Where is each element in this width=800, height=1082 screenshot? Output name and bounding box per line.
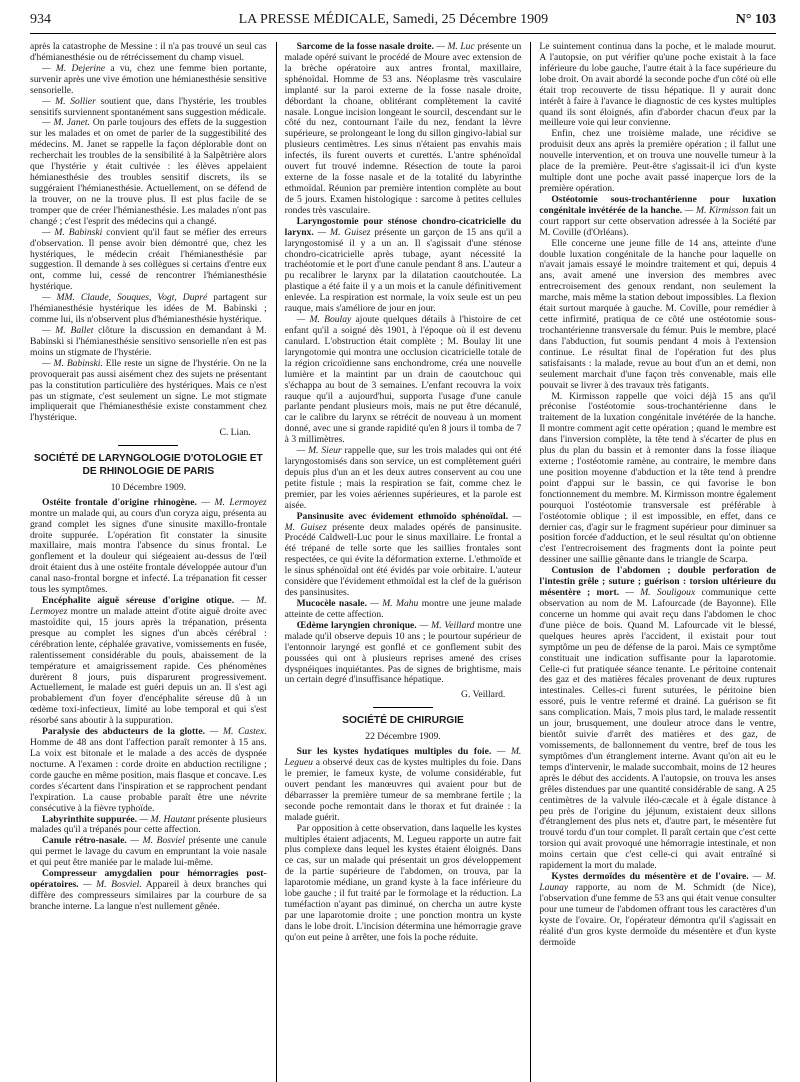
paragraph-text: clôture la discussion en demandant à M. Babinski si l'hémianesthésie sensitivo sensorielle n'en est pas moins un stigmate de l'hystérie. <box>30 324 267 358</box>
page-header <box>30 12 776 34</box>
divider <box>373 707 433 708</box>
column-1 <box>30 42 267 1082</box>
article-text: montre une malade qu'il observe depuis 10 ans ; le pourtour supérieur de l'entonnoir laryngé est gonflé et ce gonflement subit des poussées qui ont à plusieurs reprises amené des crises dyspnéiques inquiétantes. Pas de signes de brightisme, mais un certain degré d'insuffisance hépatique. <box>284 619 522 686</box>
paragraph-text: rappelle que, sur les trois malades qui ont été laryngostomisés dans son service, un est complètement guéri depuis plus d'un an et les deux autres conservent au cou une petite fistule ; mais la respiration se fait, comme chez le premier, par les voies aériennes supérieures, et la parole est aisée. <box>284 445 522 511</box>
article-heading: Compresseur amygdalien pour hémorragies post-opératoires. <box>30 868 267 891</box>
speaker: — M. Kirmisson <box>682 204 749 216</box>
speaker: — M. Guisez <box>284 510 522 533</box>
article-text: présente deux malades opérés de pansinusite. Procédé Caldwell-Luc pour le sinus maxillaire. Le frontal a été trépané de telle sorte que les saillies frontales sont respectées, ce qui évite la déformation externe. L'ethmoïde et le sinus sphénoïdal ont été évidés par voie orbitaire. L'auteur considère que l'évidement ethmoïdal est la clef de la guérison des pansinusites. <box>284 521 522 599</box>
paragraph: Le suintement continua dans la poche, et le malade mourut. A l'autopsie, on put vérifier qu'une poche existait à la face inférieure du lobe gauche, l'autre était à la face supérieure du lobe droit. On avait abordé la seconde poche d'un côté où elle était trop recouverte de tissu hépatique. Il y aurait donc intérêt à faire à l'avance le diagnostic de ces kystes multiples quand ils sont éloignés, afin d'aborder chacun d'eux par la meilleure voie qui leur convienne. <box>539 42 776 129</box>
speaker: — M. Dejerine <box>42 62 106 74</box>
article <box>30 596 267 727</box>
paragraph <box>30 293 267 326</box>
speaker: — M. Ballet <box>42 324 94 336</box>
paragraph: Par opposition à cette observation, dans laquelle les kystes multiples étaient adjacents, M. Legueu rapporte un autre fait plus complexe dans lequel les kystes étaient éloignés. Dans ce cas, sur un malade qui présentait un gros développement de la partie supérieure de l'abdomen, on trouva, par la laparotomie médiane, un grand kyste à la face inférieure du lobe gauche ; il fut traité par le formolage et la réduction. La tuméfaction n'ayant pas diminué, on chercha un autre kyste par une laparotomie droite ; une ponction montra un kyste dans le lobe droit. L'incision détermina une hémorragie grave qu'on eut peine à arrêter, une fois la poche réduite. <box>284 822 522 943</box>
speaker: — M. Boulay <box>296 314 352 326</box>
article-text: montre un malade atteint d'otite aiguë droite avec mastoïdite qui, 15 jours après la trépanation, présenta presque au complet les signes d'un abcès cérébral : cérébration lente, céphalée gravative, vomissements en fusée, ralentissement considérable du pouls, abaissement de la température et amaigrissement rapide. Ces phénomènes durèrent 8 jours, puis disparurent progressivement. Actuellement, le malade est guéri depuis un an. Il s'est agi probablement d'un foyer d'encéphalite séreuse dû à un œdème toxi-infectieux, limité au lobe temporal et qui s'est résorbé sans aboutir à la suppuration. <box>30 605 267 727</box>
article-heading: Canule rétro-nasale. <box>42 835 127 847</box>
paragraph: M. Kirmisson rappelle que voici déjà 15 ans qu'il préconise l'ostéotomie sous-trochantérienne dans le traitement de la luxation congénitale invétérée de la hanche. Il montre comment agit cette opération ; quand le membre est dans l'inversion complète, la tête tend à s'écarter de plus en plus du plan du bassin et à remonter dans la fosse iliaque externe ; l'ostéotomie ramène, au contraire, le membre dans une position moyenne d'abduction et la tête tend à prendre point d'appui sur le bassin, ce qui favorise le bon fonctionnement du membre. M. Kirmisson montre également pourquoi l'ostéotomie transversale est préférable à l'ostéotomie oblique ; il est impossible, en effet, dans ce dernier cas, d'agir sur le fragment supérieur pour diminuer sa position forcée d'adduction, et le seul résultat qu'on obtienne c'est l'entrecroisement des fragments dont la pointe peut dessiner une saillie gênante dans le triangle de Scarpa. <box>539 390 776 566</box>
speaker: — M. Bosviel. <box>78 879 142 891</box>
columns <box>30 42 776 1082</box>
article <box>285 599 522 621</box>
column-3 <box>530 42 776 1082</box>
paragraph <box>30 64 267 97</box>
journal-title: LA PRESSE MÉDICALE, Samedi, 25 Décembre 1909 <box>238 12 549 27</box>
speaker: — M. Babinski. <box>42 357 103 369</box>
paragraph: après la catastrophe de Messine : il n'a pas trouvé un seul cas d'hémianesthésie ou de rétrécissement du champ visuel. <box>30 42 267 63</box>
paragraph-text: ajoute quelques détails à l'histoire de cet enfant qu'il a soigné dès 1901, à l'époque où il est devenu canulard. L'obstruction était complète ; M. Boulay lit une laryngotomie qui montra une occlusion cicatricielle totale de la région cricoïdienne sans enchondrome, créa une nouvelle lumière et la maintint par un drain de caoutchouc qui s'échappa au bout de 3 semaines. L'enfant recouvra la voix rauque qu'il a aujourd'hui, supporta l'usage d'une canule parlante pendant plusieurs mois, mais ne put être décanulé, car le calibre du larynx se rétrécit de nouveau à un moment donné, avec une si grande rapidité qu'en 8 jours il tomba de 7 à 3 millimètres. <box>284 314 522 446</box>
paragraph <box>30 118 267 227</box>
article-text: présente plusieurs malades qu'il a trépanés pour cette affection. <box>30 813 267 836</box>
article <box>30 815 267 837</box>
article <box>539 195 776 239</box>
article-text: communique cette observation au nom de M. Lafourcade (de Bayonne). Elle concerne un homme qui avait reçu dans l'abdomen le choc d'une pièce de bois. Quand M. Lafourcade vit le blessé, quelques heures après l'accident, il existait pour tout symptôme un peu de défense de la paroi. Mais ce symptôme constituait une indication suffisante pour la laparotomie. Celle-ci fut pratiquée séance tenante. Le péritoine contenait des gaz et des matières fécales provenant de deux ruptures intestinales. Celles-ci furent suturées, le péritoine bien essoré, puis le ventre refermé et drainé. La guérison se fit sans complication. Mais, 7 mois plus tard, le malade ressentit un jour, brusquement, une douleur atroce dans le ventre, bientôt suivie d'arrêt des matières et des gaz, de vomissements, de ballonnement du ventre, bref de tous les symptômes d'un étranglement interne. Avant qu'on ait eu le temps d'intervenir, le malade succombait, moins de 12 heures après le début des accidents. A l'autopsie, on trouva les anses grêles distendues par une quantité considérable de sang. A 25 centimètres de la valvule iléo-cæcale et à égale distance à peu près de l'origine du jéjunum, existaient deux sillons d'étranglement des plus nets et, d'autre part, le mésentère fut trouvé tordu d'un tour complet. Il paraît certain que c'est cette torsion qui avait provoqué une hémorragie intestinale, et non moins certain que c'est celle-ci qui avait entraîné si rapidement la mort du malade. <box>539 587 776 872</box>
speaker: — MM. Claude, Souques, Vogt, Dupré <box>42 292 208 304</box>
article <box>30 836 267 869</box>
article <box>285 621 522 687</box>
newspaper-page <box>30 12 776 1072</box>
paragraph: Enfin, chez une troisième malade, une récidive se produisit deux ans après la première opération ; il fallut une nouvelle intervention, et on trouva une nouvelle tumeur à la place de la première. Peut-être s'agissait-il ici d'un kyste multiple dont une poche avait passé inaperçue lors de la première opération. <box>539 128 776 194</box>
article <box>30 869 267 913</box>
article <box>30 498 267 596</box>
article-text: a observé deux cas de kystes multiples du foie. Dans le premier, le fameux kyste, de volume considérable, fut ouvert pendant les manœuvres qui avaient pour but de débarrasser la première tumeur de sa membrane fertile ; la seconde poche remontait dans le thorax et fut drainée : la malade guérit. <box>284 757 522 823</box>
paragraph-text: partagent sur l'hémianesthésie hystérique les idées de M. Babinski ; comme lui, ils n'observent plus d'hémianesthésie hystérique. <box>30 292 267 326</box>
section-heading: SOCIÉTÉ DE LARYNGOLOGIE D'OTOLOGIE ET DE RHINOLOGIE DE PARIS <box>33 453 263 478</box>
section-heading: SOCIÉTÉ DE CHIRURGIE <box>342 715 464 727</box>
article-heading: Labyrinthite suppurée. <box>42 813 138 825</box>
article-text: présente un malade opéré suivant le procédé de Moure avec extension de la brèche opératoire aux antres frontal, maxillaire, sphénoïdal. Homme de 53 ans. Néoplasme très vasculaire implanté sur la paroi externe de la fosse nasale droite, débordant la choane, oblitérant complètement la cavité nasale. Longue incision longeant le sourcil, descendant sur le côté du nez, contournant l'aile du nez, fendant la lèvre supérieure, se prolongeant le long du sillon gingivo-labial sur plusieurs centimètres. Les sinus n'étaient pas envahis mais infectés, ils furent ouverts et curettés. L'antre sphénoïdal ouvert fut trouvé indemne. Résection de toute la paroi externe de la fosse nasale et de la totalité du labyrinthe ethmoïdal. Réunion par première intention complète au bout de 5 jours. Examen histologique : sarcome à petites cellules rondes très vasculaire. <box>284 42 522 216</box>
paragraph-text: soutient que, dans l'hystérie, les troubles sensitifs surviennent spontanément sans suggestion médicale. <box>30 95 267 118</box>
article-text: Homme de 48 ans dont l'affection paraît remonter à 15 ans. La voix est bitonale et le malade a des accès de dyspnée nocturne. A l'examen : corde droite en abduction rectiligne ; corde gauche en même position, mais flasque et concave. Les cordes s'écartent dans l'inspiration et se rapprochent pendant l'expiration. La cause probable paraît être une névrite consécutive à la fièvre typhoïde. <box>30 737 267 814</box>
paragraph-text: On parle toujours des effets de la suggestion sur les malades et on omet de parler de la suggestibilité des médecins. M. Janet se rappelle la façon déplorable dont on recherchait les troubles de la sensibilité à la Salpêtrière alors que l'hystérie y était cultivée : les élèves appelaient hémianesthésie des troubles sensitif discrets, ils se suggéraient l'hémianesthésie. Actuellement, on se défend de la trouver, on ne la trouve plus. Il est plus facile de se tromper que de créer l'hémianesthésie. Les malades n'ont pas changé ; c'est l'esprit des médecins qui a changé. <box>30 117 267 227</box>
article-text: Appareil à deux branches qui diffère des compresseurs similaires par la courbure de sa branche interne. La langue n'est nullement gênée. <box>30 879 267 912</box>
speaker: — M. Legueu <box>284 746 522 769</box>
paragraph <box>30 359 267 425</box>
speaker: — M. Babinski <box>42 226 103 238</box>
article <box>285 512 522 599</box>
paragraph <box>30 228 267 294</box>
article <box>285 217 522 315</box>
article-heading: Sarcome de la fosse nasale droite. <box>296 42 434 52</box>
article-text: rapporte, au nom de M. Schmidt (de Nice), l'observation d'une femme de 53 ans qui était venue consulter pour une tumeur de l'abdomen offrant tous les caractères d'un kyste de l'ovaire. Or, l'opérateur démontra qu'il s'agissait en réalité d'un gros kyste dermoïde du mésentère et d'un kyste dermoïde <box>539 881 776 948</box>
article-text: présente une canule qui permet le lavage du cavum en empruntant la voie nasale et qui peut être maniée par le malade lui-même. <box>30 835 267 869</box>
article-text: fait un court rapport sur cette observation adressée à la Société par M. Coville (d'Orléans). <box>539 204 776 238</box>
article-text: présente un garçon de 15 ans qu'il a laryngostomisé il y a un an. Il s'agissait d'une sténose chondro-cicatricielle après tubage, ayant nécessité la trachéotomie et le port d'une canule pendant 8 ans. L'auteur a pu recalibrer le larynx par la dilatation caoutchoutée. La plastique a été faite il y a un mois et la canule définitivement enlevée. La respiration est normale, la voix seule est un peu rauque, mais s'améliore de jour en jour. <box>284 226 522 315</box>
page-number: 934 <box>30 12 51 27</box>
article-heading: Laryngostomie pour sténose chondro-cicatricielle du larynx. <box>284 215 522 238</box>
speaker: — M. Guisez <box>313 226 371 238</box>
article <box>285 747 522 823</box>
article-heading: Mucocèle nasale. <box>296 598 367 610</box>
paragraph-text: Elle reste un signe de l'hystérie. On ne la provoquerait pas aussi aisément chez des sujets ne présentant pas la constitution particulière des hystériques. Mais ce n'est pas un stigmate, c'est seulement un signe. Le mot stigmate impliquerait que l'hémianesthésie existe constamment chez l'hystérique. <box>30 357 267 424</box>
speaker: — M. Lermoyez <box>30 595 267 617</box>
signature: C. Lian. <box>219 427 251 439</box>
divider <box>118 445 178 446</box>
article-text: montre une jeune malade atteinte de cette affection. <box>284 598 522 620</box>
article-heading: Ostéite frontale d'origine rhinogène. <box>42 496 197 508</box>
speaker: — M. Launay <box>539 871 776 893</box>
article-heading: Sur les kystes hydatiques multiples du foie. <box>296 746 492 758</box>
speaker: — M. Mahu <box>366 598 419 610</box>
signature: G. Veillard. <box>461 689 506 701</box>
speaker: — M. Sollier <box>42 95 96 107</box>
article-heading: Paralysie des abducteurs de la glotte. <box>42 726 206 738</box>
speaker: — M. Castex. <box>205 726 267 738</box>
article <box>539 872 776 948</box>
paragraph-text: convient qu'il faut se méfier des erreurs d'observation. Il pense avoir bien démontré que, chez les hystériques, le médecin créait l'hémianesthésie par suggestion. Il demande à ses collègues si certains d'entre eux ont, comme lui, cessé de rencontrer l'hémianesthésie hystérique. <box>30 226 267 293</box>
section-date: 10 Décembre 1909. <box>110 481 187 493</box>
speaker: — M. Sieur <box>296 445 342 457</box>
article-heading: Kystes dermoïdes du mésentère et de l'ovaire. <box>551 871 749 883</box>
issue-number: N° 103 <box>735 12 776 27</box>
article <box>539 566 776 872</box>
section-date: 22 Décembre 1909. <box>365 731 441 743</box>
article-heading: Contusion de l'abdomen ; double perforation de l'intestin grêle ; suture ; guérison : torsion ultérieure du mésentère ; mort. <box>539 565 776 599</box>
paragraph <box>285 446 522 512</box>
paragraph <box>30 326 267 359</box>
speaker: — M. Souligoux <box>619 587 696 599</box>
speaker: — M. Lermoyez <box>196 496 267 508</box>
article-heading: Pansinusite avec évidement ethmoïdo sphénoïdal. <box>296 510 509 522</box>
speaker: — M. Luc <box>433 42 475 52</box>
paragraph-text: a vu, chez une femme bien portante, survenir après une vive émotion une hémianesthésie sensitive sensorielle. <box>30 62 267 96</box>
article <box>30 727 267 814</box>
speaker: — M. Bosviel <box>126 835 185 847</box>
column-2 <box>276 42 522 1082</box>
speaker: — M. Janet. <box>42 117 90 129</box>
article-heading: Ostéotomie sous-trochantérienne pour luxation congénitale invétérée de la hanche. <box>539 193 776 216</box>
article-heading: Œdème laryngien chronique. <box>296 619 417 631</box>
paragraph <box>30 97 267 119</box>
speaker: — M. Veillard <box>416 619 475 631</box>
paragraph: Elle concerne une jeune fille de 14 ans, atteinte d'une double luxation congénitale de la hanche pour laquelle on n'avait jamais essayé le moindre traitement et qui, depuis 4 ans, avait amené une inversion des membres avec entrecroisement des genoux rendant, non seulement la marche, mais même la station debout impossibles. La flexion était surtout marquée à gauche. M. Coville, pour remédier à cette infirmité, pratiqua de ce côté une ostéotomie sous-trochantérienne transversale du fémur. Puis le membre, placé dans l'abduction, fut soumis pendant 4 mois à l'extension continue. Le résultat final de l'opération fut des plus satisfaisants : la malade, revue au bout d'un an et demi, non seulement marchait d'une façon très convenable, mais elle pouvait se livrer à des travaux très fatigants. <box>539 237 776 391</box>
article <box>285 42 522 217</box>
article-heading: Encéphalite aiguë séreuse d'origine otique. <box>42 595 235 607</box>
paragraph <box>285 315 522 446</box>
speaker: — M. Hautant <box>137 813 195 825</box>
article-text: montre un malade qui, au cours d'un coryza aigu, présenta au grand complet les signes d'une sinusite maxillo-frontale droite suppurée. L'opération fit constater la sinusite maxillaire, mais montra l'absence du sinus frontal. Le gonflement et la douleur qui siégeaient au-dessus de l'œil droit étaient dus à une ostéite frontale développée autour d'un canal naso-frontal borgne et infecté. La trépanation fit cesser tous les symptômes. <box>30 507 267 596</box>
